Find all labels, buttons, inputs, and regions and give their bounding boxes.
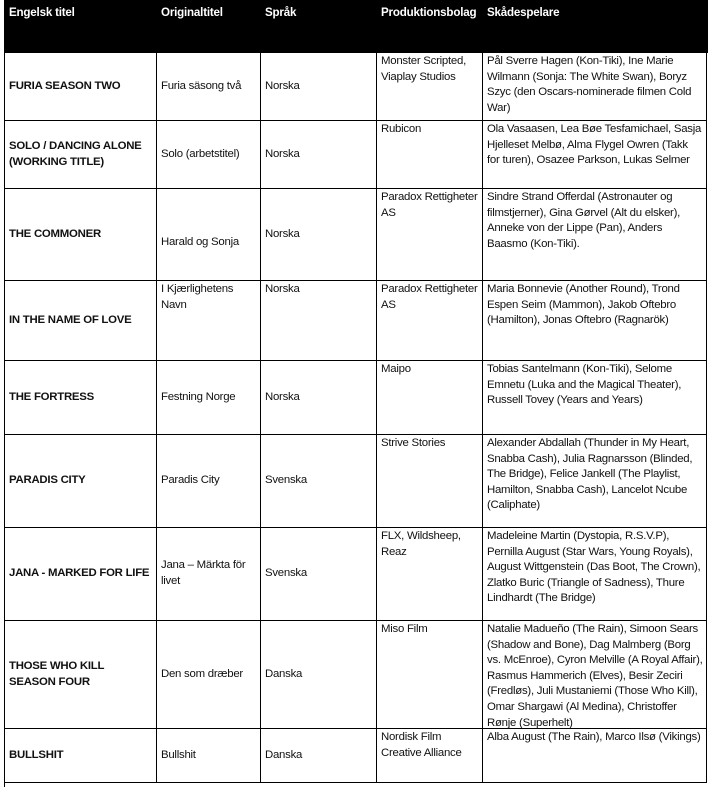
table-row [4,281,707,361]
production-cell [377,281,483,360]
table-row [4,435,707,528]
cast: Maria Bonnevie (Another Round), Trond Espen Seim (Mammon), Jakob Oftebro (Hamilton), Jonas Oftebro (Ragnarök) [487,283,680,327]
language: Danska [265,667,303,680]
original-title: Bullshit [161,748,196,761]
original-title-cell [157,729,261,782]
english-title-cell [5,435,157,527]
cast-cell [483,53,707,120]
cast: Alexander Abdallah (Thunder in My Heart, Snabba Cash), Julia Ragnarsson (Blinded, The Bridge), Felice Jankell (The Playlist, Hamilton, Snabba Cash), Lancelot Ncube (Caliphate) [487,437,693,512]
production-cell [377,53,483,120]
production-company: Paradox Rettigheter AS [381,283,478,311]
language: Norska [265,79,300,92]
header-language: Språk [265,6,297,19]
original-title-cell [157,361,261,434]
english-title-cell [5,621,157,728]
english-title-cell [5,281,157,360]
english-title: JANA - MARKED FOR LIFE [9,567,150,580]
language-cell [261,121,377,188]
language-cell [261,281,377,360]
english-title: PARADIS CITY [9,474,86,487]
english-title-cell [5,729,157,782]
production-company: Strive Stories [381,437,446,449]
english-title-cell [5,361,157,434]
english-title: THE COMMONER [9,227,101,240]
language: Svenska [265,474,307,487]
original-title: Jana – Märkta för livet [161,559,246,587]
cast: Sindre Strand Offerdal (Astronauter og filmstjerner), Gina Gørvel (Alt du elsker), Anneke von der Lippe (Pan), Anders Baasmo (Kon-Tiki). [487,191,681,250]
english-title-cell [5,121,157,188]
english-title: THE FORTRESS [9,390,94,403]
cast: Alba August (The Rain), Marco Ilsø (Vikings) [487,731,701,743]
original-title: Paradis City [161,474,220,487]
production-company: Miso Film [381,623,428,635]
cast: Ola Vasaasen, Lea Bøe Tesfamichael, Sasja Hjelleset Melbø, Alma Flygel Owren (Takk for turen), Osazee Parkson, Lukas Selmer [487,123,702,167]
language: Svenska [265,567,307,580]
table-row [4,729,707,783]
header-cast: Skådespelare [487,6,560,19]
table-row [4,361,707,435]
production-company: Monster Scripted, Viaplay Studios [381,55,467,83]
language-cell [261,621,377,728]
language-cell [261,729,377,782]
language: Danska [265,748,303,761]
original-title: Den som dræber [161,667,243,680]
cast-cell [483,528,707,620]
table-row [4,189,707,281]
original-title-cell [157,435,261,527]
production-cell [377,361,483,434]
production-cell [377,729,483,782]
table-row [4,621,707,729]
english-title-cell [5,528,157,620]
table-border-tail [4,782,5,787]
language: Norska [265,227,300,240]
cast: Pål Sverre Hagen (Kon-Tiki), Ine Marie Wilmann (Sonja: The White Swan), Boryz Szyc (den Oscars-nominerade filmen Cold War) [487,55,692,114]
header-production: Produktionsbolag [381,6,477,19]
header-english-title: Engelsk titel [9,6,75,19]
production-cell [377,189,483,280]
cast: Madeleine Martin (Dystopia, R.S.V.P), Pernilla August (Star Wars, Young Royals), August Wittgenstein (Das Boot, The Crown), Zlatko Buric (Triangle of Sadness), Thure Lindhardt (The Bridge) [487,530,701,605]
english-title: THOSE WHO KILL SEASON FOUR [9,659,105,688]
cast-cell [483,361,707,434]
production-cell [377,435,483,527]
language-cell [261,528,377,620]
english-title: SOLO / DANCING ALONE (WORKING TITLE) [9,139,142,168]
original-title-cell [157,121,261,188]
table-header [4,0,708,53]
english-title-cell [5,189,157,280]
production-cell [377,621,483,728]
english-title: IN THE NAME OF LOVE [9,313,132,326]
production-company: Paradox Rettigheter AS [381,191,478,219]
language: Norska [265,283,300,295]
production-company: Rubicon [381,123,422,135]
production-company: Nordisk Film Creative Alliance [381,731,462,759]
original-title-cell [157,53,261,120]
original-title: Solo (arbetstitel) [161,147,240,160]
production-company: Maipo [381,363,411,375]
language: Norska [265,147,300,160]
table-row [4,121,707,189]
production-company: FLX, Wildsheep, Reaz [381,530,461,558]
cast: Tobias Santelmann (Kon-Tiki), Selome Emnetu (Luka and the Magical Theater), Russell Tovey (Years and Years) [487,363,682,407]
original-title-cell [157,528,261,620]
cast-cell [483,621,707,728]
cast-cell [483,435,707,527]
english-title: BULLSHIT [9,748,64,761]
original-title-cell [157,189,261,280]
original-title-cell [157,621,261,728]
cast-cell [483,729,707,782]
cast-cell [483,281,707,360]
english-title: FURIA SEASON TWO [9,79,121,92]
original-title: Festning Norge [161,390,236,403]
original-title-cell [157,281,261,360]
language-cell [261,361,377,434]
cast-cell [483,189,707,280]
table-row [4,528,707,621]
original-title: I Kjærlighetens Navn [161,283,234,311]
header-original-title: Originaltitel [161,6,223,19]
language-cell [261,189,377,280]
language-cell [261,53,377,120]
original-title: Furia säsong två [161,79,242,92]
production-cell [377,528,483,620]
table-row [4,53,707,121]
original-title: Harald og Sonja [161,236,239,248]
english-title-cell [5,53,157,120]
language-cell [261,435,377,527]
language: Norska [265,390,300,403]
cast-cell [483,121,707,188]
cast: Natalie Madueño (The Rain), Simoon Sears (Shadow and Bone), Dag Malmberg (Borg vs. McEnroe), Cyron Melville (A Royal Affair), Rasmus Hammerich (Elves), Besir Zeciri (Fredløs), Juli Mustaniemi (Those Who Kill), Omar Shargawi (Al Medina), Christoffer Rønje (Superhelt) [487,623,703,729]
production-cell [377,121,483,188]
